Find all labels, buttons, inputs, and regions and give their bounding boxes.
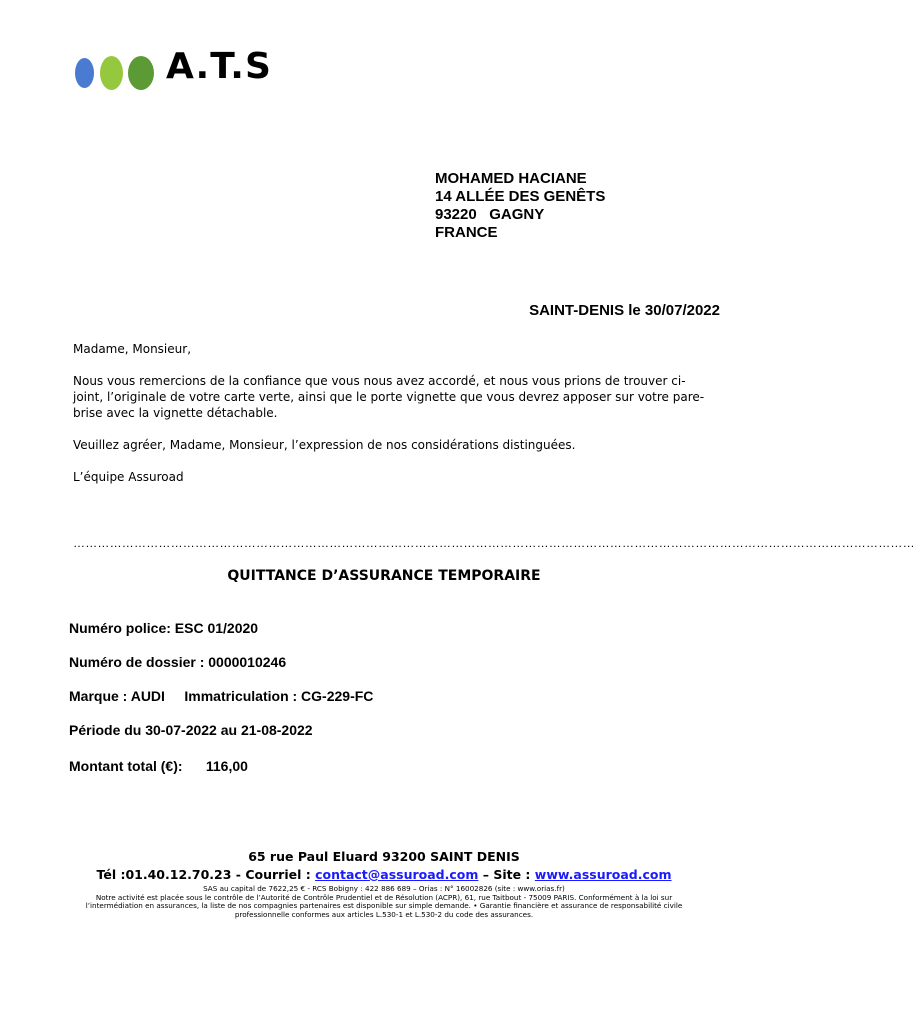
letter-closing: Veuillez agréer, Madame, Monsieur, l’expression de nos considérations distinguées. [73,438,576,452]
recipient-address [435,170,605,242]
recipient-city: 93220 GAGNY [435,206,545,223]
recipient-country: FRANCE [435,224,498,241]
place-date: SAINT-DENIS le 30/07/2022 [529,302,720,319]
recipient-street: 14 ALLÉE DES GENÊTS [435,188,606,205]
dossier-number: Numéro de dossier : 0000010246 [69,654,287,670]
footer-contact [0,867,768,882]
recipient-name: MOHAMED HACIANE [435,170,587,187]
logo-text: A.T.S [166,46,272,87]
email-link[interactable]: contact@assuroad.com [315,867,479,882]
total-amount: Montant total (€): 116,00 [69,758,248,774]
receipt-title: QUITTANCE D’ASSURANCE TEMPORAIRE [227,568,541,584]
vehicle-info: Marque : AUDI Immatriculation : CG-229-FC [69,688,374,704]
letter-signature: L’équipe Assuroad [73,470,184,484]
footer-legal [0,885,768,919]
footer-site-label: – Site : [478,867,535,882]
letter-salutation: Madame, Monsieur, [73,342,192,356]
footer-tel-label: Tél :01.40.12.70.23 - Courriel : [96,867,316,882]
legal-line: SAS au capital de 7622,25 € - RCS Bobigny : 422 886 689 – Orias : N° 16002826 (site : www.orias.fr) [203,884,565,893]
footer-address: 65 rue Paul Eluard 93200 SAINT DENIS [248,849,520,864]
letter-body [73,341,713,501]
coverage-period: Période du 30-07-2022 au 21-08-2022 [69,722,313,738]
legal-line: Notre activité est placée sous le contrôle de l’Autorité de Contrôle Prudentiel et de Résolution (ACPR), 61, rue Taitbout - 75009 PARIS. Conformément à la loi sur [95,892,673,902]
logo-dot-blue [75,58,94,88]
logo-dot-dark-green [128,56,154,90]
legal-line: professionnelle conformes aux articles L.530-1 et L.530-2 du code des assurances. [234,909,534,919]
company-logo [74,46,294,92]
police-number: Numéro police: ESC 01/2020 [69,620,259,636]
dotted-separator: ……………………………………………………………………………………………………………………………………………………………………………………… [73,536,915,550]
legal-line: l’intermédiation en assurances, la liste de nos compagnies partenaires est disponible sur simple demande. • Garantie financière et assurance de responsabilité civile [85,901,683,911]
letter-paragraph: Nous vous remercions de la confiance que vous nous avez accordé, et nous vous prions de trouver ci-joint, l’originale de votre carte verte, ainsi que le porte vignette que vous devrez apposer sur votre pare-brise avec la vignette détachable. [73,374,705,420]
website-link[interactable]: www.assuroad.com [534,867,672,882]
logo-dot-light-green [100,56,123,90]
